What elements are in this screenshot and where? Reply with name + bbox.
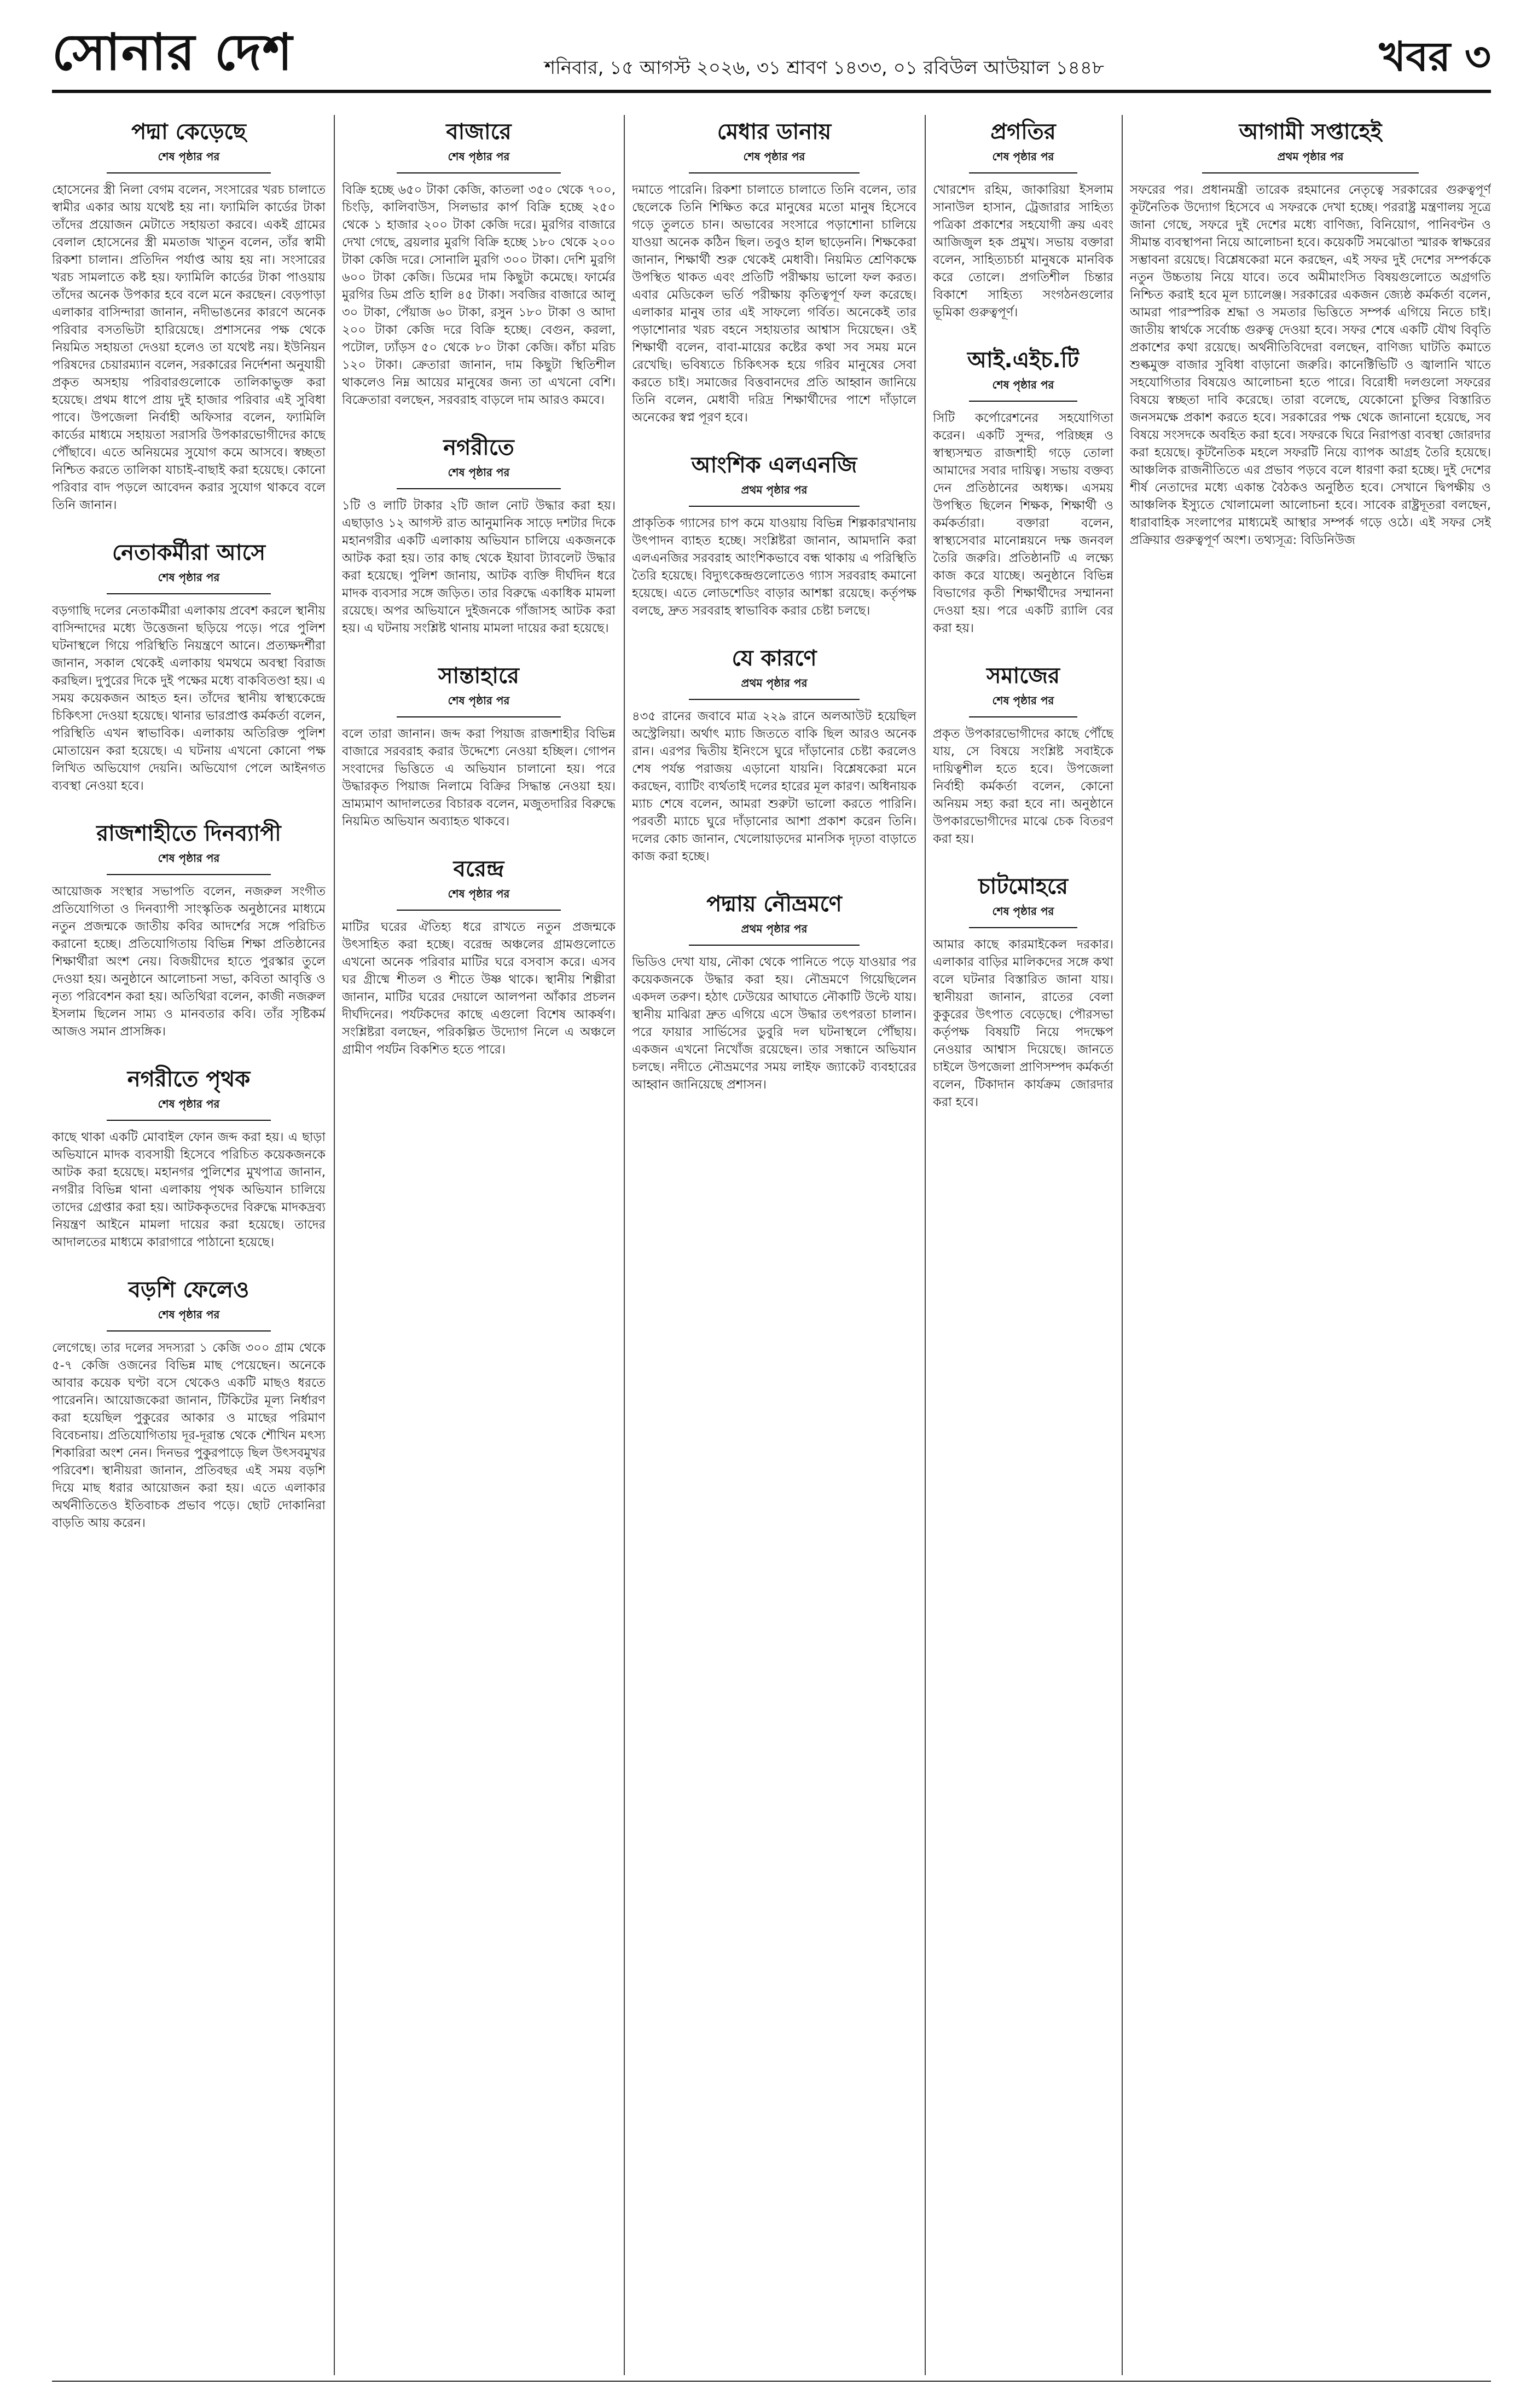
article-body: ভিডিও দেখা যায়, নৌকা থেকে পানিতে পড়ে যাওয়ার পর কয়েকজনকে উদ্ধার করা হয়। নৌভ্রমণে গিয়েছিলেন একদল তরুণ। হঠাৎ ঢেউয়ের আঘাতে নৌকাটি উল্টে যায়। স্থানীয় মাঝিরা দ্রুত এগিয়ে এসে উদ্ধার তৎপরতা চালান। পরে ফায়ার সার্ভিসের ডুবুরি দল ঘটনাস্থলে পৌঁছায়। একজন এখনো নিখোঁজ রয়েছেন। তার সন্ধানে অভিযান চলছে। নদীতে নৌভ্রমণের সময় লাইফ জ্যাকেট ব্যবহারের আহ্বান জানিয়েছে প্রশাসন।	[632, 955, 916, 1092]
article-continuation-label: শেষ পৃষ্ঠার পর	[992, 378, 1054, 391]
article-headline: বরেন্দ্র	[453, 856, 504, 882]
article-headline: মেধার ডানায়	[717, 119, 832, 144]
article-headline: আগামী সপ্তাহেই	[1239, 119, 1382, 144]
article-continuation-label: শেষ পৃষ্ঠার পর	[158, 1097, 220, 1110]
news-article	[52, 538, 326, 795]
news-column-4	[933, 117, 1113, 2372]
column-divider	[925, 115, 926, 2375]
news-column-2	[342, 117, 616, 2372]
article-headline: পদ্মা কেড়েছে	[131, 119, 246, 144]
news-article	[933, 872, 1113, 1111]
article-body: খোরশেদ রহিম, জাকারিয়া ইসলাম সানাউল হাসান, ট্রেজারার সাহিত্য পত্রিকা প্রকাশের সহযোগী ক্রয় এবং আজিজুল হক প্রমুখ। সভায় বক্তারা বলেন, সাহিত্যচর্চা মানুষকে মানবিক করে তোলে। প্রগতিশীল চিন্তার বিকাশে সাহিত্য সংগঠনগুলোর ভূমিকা গুরুত্বপূর্ণ।	[933, 183, 1113, 320]
article-body: বলে তারা জানান। জব্দ করা পিয়াজ রাজশাহীর বিভিন্ন বাজারে সরবরাহ করার উদ্দেশ্যে নেওয়া হচ্ছিল। গোপন সংবাদের ভিত্তিতে এ অভিযান চালানো হয়। পরে উদ্ধারকৃত পিয়াজ নিলামে বিক্রির সিদ্ধান্ত নেওয়া হয়। ভ্রাম্যমাণ আদালতের বিচারক বলেন, মজুতদারির বিরুদ্ধে নিয়মিত অভিযান অব্যাহত থাকবে।	[342, 727, 616, 829]
article-headline: যে কারণে	[732, 646, 817, 671]
article-body: আয়োজক সংস্থার সভাপতি বলেন, নজরুল সংগীত প্রতিযোগিতা ও দিনব্যাপী সাংস্কৃতিক অনুষ্ঠানের মাধ্যমে নতুন প্রজন্মকে জাতীয় কবির আদর্শের সঙ্গে পরিচিত করানো হচ্ছে। প্রতিযোগিতায় বিভিন্ন শিক্ষা প্রতিষ্ঠানের শিক্ষার্থীরা অংশ নেয়। বিজয়ীদের হাতে পুরস্কার তুলে দেওয়া হয়। অনুষ্ঠানে আলোচনা সভা, কবিতা আবৃত্তি ও নৃত্য পরিবেশন করা হয়। অতিথিরা বলেন, কাজী নজরুল ইসলাম ছিলেন সাম্য ও মানবতার কবি। তাঁর সৃষ্টিকর্ম আজও সমান প্রাসঙ্গিক।	[52, 884, 326, 1039]
article-body: হোসেনের স্ত্রী নিলা বেগম বলেন, সংসারের খরচ চালাতে স্বামীর একার আয় যথেষ্ট হয় না। ফ্যামিলি কার্ডের টাকা তাঁদের প্রয়োজন মেটাতে সহায়তা করবে। একই গ্রামের বেলাল হোসেনের স্ত্রী মমতাজ খাতুন বলেন, তাঁর স্বামী রিকশা চালান। প্রতিদিন পর্যাপ্ত আয় হয় না। সংসারের খরচ সামলাতে কষ্ট হয়। ফ্যামিলি কার্ডের টাকা পাওয়ায় তাঁদের অনেক উপকার হবে বলে মনে করছেন। বেড়পাড়া এলাকার বাসিন্দারা জানান, নদীভাঙনের কারণে অনেক পরিবার বসতভিটা হারিয়েছে। প্রশাসনের পক্ষ থেকে নিয়মিত সহায়তা দেওয়া হলেও তা যথেষ্ট নয়। ইউনিয়ন পরিষদের চেয়ারম্যান বলেন, সরকারের নির্দেশনা অনুযায়ী প্রকৃত অসহায় পরিবারগুলোকে তালিকাভুক্ত করা হয়েছে। প্রথম ধাপে প্রায় দুই হাজার পরিবার এই সুবিধা পাবে। উপজেলা নির্বাহী অফিসার বলেন, ফ্যামিলি কার্ডের মাধ্যমে সহায়তা সরাসরি উপকারভোগীদের কাছে পৌঁছাবে। এতে অনিয়মের সুযোগ কমে আসবে। স্বচ্ছতা নিশ্চিত করতে তালিকা যাচাই-বাছাই করা হয়েছে। কোনো পরিবার বাদ পড়লে আবেদন করার সুযোগ থাকবে বলে তিনি জানান।	[52, 183, 326, 512]
news-article	[933, 345, 1113, 637]
article-continuation-label: প্রথম পৃষ্ঠার পর	[741, 676, 808, 690]
headline-underline	[689, 945, 860, 946]
article-continuation-label: প্রথম পৃষ্ঠার পর	[741, 483, 808, 496]
headline-underline	[107, 172, 271, 173]
article-headline: আংশিক এলএনজি	[691, 453, 857, 478]
article-continuation-label: প্রথম পৃষ্ঠার পর	[1277, 150, 1344, 163]
article-body: বিক্রি হচ্ছে ৬৫০ টাকা কেজি, কাতলা ৩৫০ থেকে ৭০০, চিংড়ি, কালিবাউস, সিলভার কার্প বিক্রি হচ্ছে ২৫০ থেকে ১ হাজার ২০০ টাকা কেজি দরে। মুরগির বাজারে দেখা গেছে, ব্রয়লার মুরগি বিক্রি হচ্ছে ১৮০ থেকে ২০০ টাকা কেজি দরে। সোনালি মুরগি ৩০০ টাকা। দেশি মুরগি ৬০০ টাকা কেজি। ডিমের দাম কিছুটা কমেছে। ফার্মের মুরগির ডিম প্রতি হালি ৪৫ টাকা। সবজির বাজারে আলু ৩০ টাকা, পেঁয়াজ ৬০ টাকা, রসুন ১৮০ টাকা ও আদা ২০০ টাকা কেজি দরে বিক্রি হচ্ছে। বেগুন, করলা, পটোল, ঢ্যাঁড়স ৫০ থেকে ৮০ টাকা কেজি। কাঁচা মরিচ ১২০ টাকা। ক্রেতারা জানান, দাম কিছুটা স্থিতিশীল থাকলেও নিম্ন আয়ের মানুষের জন্য তা এখনো বেশি। বিক্রেতারা বলছেন, সরবরাহ বাড়লে দাম আরও কমবে।	[342, 183, 616, 407]
article-headline: আই.এইচ.টি	[967, 348, 1079, 373]
dateline: শনিবার, ১৫ আগস্ট ২০২৬, ৩১ শ্রাবণ ১৪৩৩, ০১ রবিউল আউয়াল ১৪৪৮	[544, 57, 1104, 79]
article-continuation-label: শেষ পৃষ্ঠার পর	[448, 466, 510, 479]
news-article	[342, 433, 616, 637]
article-headline: সমাজের	[986, 663, 1060, 688]
news-column-5	[1130, 117, 1491, 2372]
article-continuation-label: শেষ পৃষ্ঠার পর	[992, 694, 1054, 707]
headline-underline	[107, 1330, 271, 1332]
headline-underline	[969, 716, 1077, 717]
headline-underline	[397, 716, 561, 717]
news-article	[632, 450, 916, 620]
column-divider	[334, 115, 335, 2375]
article-headline: বড়শি ফেলেও	[128, 1277, 249, 1303]
news-article	[933, 117, 1113, 321]
article-continuation-label: শেষ পৃষ্ঠার পর	[158, 1308, 220, 1321]
article-continuation-label: শেষ পৃষ্ঠার পর	[992, 150, 1054, 163]
article-headline: প্রগতির	[990, 119, 1056, 144]
article-headline: নগরীতে	[443, 435, 514, 460]
news-article	[52, 819, 326, 1040]
article-headline: চাটমোহরে	[978, 874, 1068, 899]
article-body: কাছে থাকা একটি মোবাইল ফোন জব্দ করা হয়। এ ছাড়া অভিযানে মাদক ব্যবসায়ী হিসেবে পরিচিত কয়েকজনকে আটক করা হয়েছে। মহানগর পুলিশের মুখপাত্র জানান, নগরীর বিভিন্ন থানা এলাকায় পৃথক অভিযান চালিয়ে তাদের গ্রেপ্তার করা হয়। আটককৃতদের বিরুদ্ধে মাদকদ্রব্য নিয়ন্ত্রণ আইনে মামলা দায়ের করা হয়েছে। তাদের আদালতের মাধ্যমে কারাগারে পাঠানো হয়েছে।	[52, 1130, 326, 1249]
article-continuation-label: শেষ পৃষ্ঠার পর	[743, 150, 805, 163]
masthead	[52, 22, 1491, 86]
article-body: মাটির ঘরের ঐতিহ্য ধরে রাখতে নতুন প্রজন্মকে উৎসাহিত করা হচ্ছে। বরেন্দ্র অঞ্চলের গ্রামগুলোতে এখনো অনেক পরিবার মাটির ঘরে বসবাস করে। এসব ঘর গ্রীষ্মে শীতল ও শীতে উষ্ণ থাকে। স্থানীয় শিল্পীরা জানান, মাটির ঘরের দেয়ালে আলপনা আঁকার প্রচলন দীর্ঘদিনের। পর্যটকদের কাছে এগুলো বিশেষ আকর্ষণ। সংশ্লিষ্টরা বলছেন, পরিকল্পিত উদ্যোগ নিলে এ অঞ্চলে গ্রামীণ পর্যটন বিকশিত হতে পারে।	[342, 920, 616, 1057]
news-article	[632, 117, 916, 426]
headline-underline	[107, 874, 271, 875]
news-article	[342, 661, 616, 830]
newspaper-brand: সোনার দেশ	[52, 22, 294, 82]
article-headline: নেতাকর্মীরা আসে	[112, 540, 266, 565]
headline-underline	[689, 172, 860, 173]
news-article	[52, 117, 326, 514]
article-headline: পদ্মায় নৌভ্রমণে	[706, 892, 842, 917]
masthead-rule	[52, 90, 1491, 93]
news-article	[632, 644, 916, 865]
article-body: লেগেছে। তার দলের সদস্যরা ১ কেজি ৩০০ গ্রাম থেকে ৫-৭ কেজি ওজনের বিভিন্ন মাছ পেয়েছেন। অনেকে আবার কয়েক ঘণ্টা বসে থেকেও একটি মাছও ধরতে পারেননি। আয়োজকেরা জানান, টিকিটের মূল্য নির্ধারণ করা হয়েছিল পুকুরের আকার ও মাছের পরিমাণ বিবেচনায়। প্রতিযোগিতায় দূর-দূরান্ত থেকে শৌখিন মৎস্য শিকারিরা অংশ নেন। দিনভর পুকুরপাড়ে ছিল উৎসবমুখর পরিবেশ। স্থানীয়রা জানান, প্রতিবছর এই সময় বড়শি দিয়ে মাছ ধরার আয়োজন করা হয়। এতে এলাকার অর্থনীতিতেও ইতিবাচক প্রভাব পড়ে। ছোট দোকানিরা বাড়তি আয় করেন।	[52, 1341, 326, 1530]
news-article	[342, 117, 616, 409]
article-body: প্রকৃত উপকারভোগীদের কাছে পৌঁছে যায়, সে বিষয়ে সংশ্লিষ্ট সবাইকে দায়িত্বশীল হতে হবে। উপজেলা নির্বাহী কর্মকর্তা বলেন, কোনো অনিয়ম সহ্য করা হবে না। অনুষ্ঠানে উপকারভোগীদের মাঝে চেক বিতরণ করা হয়।	[933, 727, 1113, 846]
headline-underline	[107, 593, 271, 594]
headline-underline	[969, 927, 1077, 928]
section-tag: খবর ৩	[1379, 33, 1491, 80]
column-divider	[1122, 115, 1123, 2375]
article-continuation-label: শেষ পৃষ্ঠার পর	[448, 150, 510, 163]
footer-rule	[52, 2381, 1491, 2382]
headline-underline	[397, 910, 561, 911]
news-article	[52, 1275, 326, 1532]
headline-underline	[107, 1120, 271, 1121]
article-headline: নগরীতে পৃথক	[127, 1067, 251, 1092]
news-column-1	[52, 117, 326, 2372]
headline-underline	[397, 488, 561, 489]
news-article	[933, 661, 1113, 848]
article-body: ৪৩৫ রানের জবাবে মাত্র ২২৯ রানে অলআউট হয়েছিল অস্ট্রেলিয়া। অর্থাৎ ম্যাচ জিততে বাকি ছিল আরও অনেক রান। এরপর দ্বিতীয় ইনিংসে ঘুরে দাঁড়ানোর চেষ্টা করলেও শেষ পর্যন্ত পরাজয় এড়ানো যায়নি। বিশ্লেষকেরা মনে করছেন, ব্যাটিং ব্যর্থতাই দলের হারের মূল কারণ। অধিনায়ক ম্যাচ শেষে বলেন, আমরা শুরুটা ভালো করতে পারিনি। পরবর্তী ম্যাচে ঘুরে দাঁড়ানোর আশা প্রকাশ করেন তিনি। দলের কোচ জানান, খেলোয়াড়দের মানসিক দৃঢ়তা বাড়াতে কাজ করা হচ্ছে।	[632, 709, 916, 864]
article-headline: রাজশাহীতে দিনব্যাপী	[96, 821, 281, 846]
news-article	[1130, 117, 1491, 549]
news-article	[52, 1064, 326, 1251]
article-continuation-label: প্রথম পৃষ্ঠার পর	[741, 922, 808, 935]
article-body: বড়গাছি দলের নেতাকর্মীরা এলাকায় প্রবেশ করলে স্থানীয় বাসিন্দাদের মধ্যে উত্তেজনা ছড়িয়ে পড়ে। পরে পুলিশ ঘটনাস্থলে গিয়ে পরিস্থিতি নিয়ন্ত্রণে আনে। প্রত্যক্ষদর্শীরা জানান, সকাল থেকেই এলাকায় থমথমে অবস্থা বিরাজ করছিল। দুপুরের দিকে দুই পক্ষের মধ্যে বাকবিতণ্ডা হয়। এ সময় কয়েকজন আহত হন। তাঁদের স্থানীয় স্বাস্থ্যকেন্দ্রে চিকিৎসা দেওয়া হয়েছে। থানার ভারপ্রাপ্ত কর্মকর্তা বলেন, পরিস্থিতি এখন স্বাভাবিক। এলাকায় অতিরিক্ত পুলিশ মোতায়েন করা হয়েছে। এ ঘটনায় এখনো কোনো পক্ষ লিখিত অভিযোগ দেয়নি। অভিযোগ পেলে আইনগত ব্যবস্থা নেওয়া হবে।	[52, 604, 326, 793]
article-continuation-label: শেষ পৃষ্ঠার পর	[992, 905, 1054, 918]
article-headline: সান্তাহারে	[438, 663, 519, 688]
article-continuation-label: শেষ পৃষ্ঠার পর	[158, 150, 220, 163]
headline-underline	[1202, 172, 1419, 173]
news-column-3	[632, 117, 916, 2372]
headline-underline	[689, 699, 860, 700]
article-headline: বাজারে	[446, 119, 512, 144]
headline-underline	[397, 172, 561, 173]
column-divider	[624, 115, 625, 2375]
article-body: প্রাকৃতিক গ্যাসের চাপ কমে যাওয়ায় বিভিন্ন শিল্পকারখানায় উৎপাদন ব্যাহত হচ্ছে। সংশ্লিষ্টরা জানান, আমদানি করা এলএনজির সরবরাহ আংশিকভাবে বন্ধ থাকায় এ পরিস্থিতি তৈরি হয়েছে। বিদ্যুৎকেন্দ্রগুলোতেও গ্যাস সরবরাহ কমানো হয়েছে। এতে লোডশেডিং বাড়ার আশঙ্কা রয়েছে। কর্তৃপক্ষ বলছে, দ্রুত সরবরাহ স্বাভাবিক করার চেষ্টা চলছে।	[632, 516, 916, 618]
article-body: ১টি ও লাটি টাকার ২টি জাল নোট উদ্ধার করা হয়। এছাড়াও ১২ আগস্ট রাত আনুমানিক সাড়ে দশটার দিকে মহানগরীর একটি এলাকায় অভিযান চালিয়ে একজনকে আটক করা হয়। তার কাছ থেকে ইয়াবা ট্যাবলেট উদ্ধার করা হয়েছে। পুলিশ জানায়, আটক ব্যক্তি দীর্ঘদিন ধরে মাদক ব্যবসার সঙ্গে জড়িত। তার বিরুদ্ধে একাধিক মামলা রয়েছে। অপর অভিযানে দুইজনকে গাঁজাসহ আটক করা হয়। এ ঘটনায় সংশ্লিষ্ট থানায় মামলা দায়ের করা হয়েছে।	[342, 499, 616, 635]
article-continuation-label: শেষ পৃষ্ঠার পর	[158, 852, 220, 865]
headline-underline	[689, 506, 860, 507]
article-continuation-label: শেষ পৃষ্ঠার পর	[448, 694, 510, 707]
article-body: দমাতে পারেনি। রিকশা চালাতে চালাতে তিনি বলেন, তার ছেলেকে তিনি শিক্ষিত করে মানুষের মতো মানুষ হিসেবে গড়ে তুলতে চান। অভাবের সংসারে পড়াশোনা চালিয়ে যাওয়া অনেক কঠিন ছিল। তবুও হাল ছাড়েননি। শিক্ষকেরা জানান, শিক্ষার্থী শুরু থেকেই মেধাবী। নিয়মিত শ্রেণিকক্ষে উপস্থিত থাকত এবং প্রতিটি পরীক্ষায় ভালো ফল করত। এবার মেডিকেল ভর্তি পরীক্ষায় কৃতিত্বপূর্ণ ফল করেছে। এলাকার মানুষ তার এই সাফল্যে গর্বিত। অনেকেই তার পড়াশোনার খরচ বহনে সহায়তার আশ্বাস দিয়েছেন। ওই শিক্ষার্থী বলেন, বাবা-মায়ের কষ্টের কথা সব সময় মনে রেখেছি। ভবিষ্যতে চিকিৎসক হয়ে গরিব মানুষের সেবা করতে চাই। সমাজের বিত্তবানদের প্রতি আহ্বান জানিয়ে তিনি বলেন, মেধাবী দরিদ্র শিক্ষার্থীদের পাশে দাঁড়ালে অনেকের স্বপ্ন পূরণ হবে।	[632, 183, 916, 425]
article-body: আমার কাছে কারমাইকেল দরকার। এলাকার বাড়ির মালিকদের সঙ্গে কথা বলে ঘটনার বিস্তারিত জানা যায়। স্থানীয়রা জানান, রাতের বেলা কুকুরের উৎপাত বেড়েছে। পৌরসভা কর্তৃপক্ষ বিষয়টি নিয়ে পদক্ষেপ নেওয়ার আশ্বাস দিয়েছে। জানতে চাইলে উপজেলা প্রাণিসম্পদ কর্মকর্তা বলেন, টিকাদান কার্যক্রম জোরদার করা হবে।	[933, 937, 1113, 1109]
news-article	[632, 889, 916, 1093]
article-body: সফরের পর। প্রধানমন্ত্রী তারেক রহমানের নেতৃত্বে সরকারের গুরুত্বপূর্ণ কূটনৈতিক উদ্যোগ হিসেবে এ সফরকে দেখা হচ্ছে। পররাষ্ট্র মন্ত্রণালয় সূত্রে জানা গেছে, সফরে দুই দেশের মধ্যে বাণিজ্য, বিনিয়োগ, পানিবণ্টন ও সীমান্ত ব্যবস্থাপনা নিয়ে আলোচনা হবে। কয়েকটি সমঝোতা স্মারক স্বাক্ষরের সম্ভাবনা রয়েছে। বিশ্লেষকেরা মনে করছেন, এই সফর দুই দেশের সম্পর্ককে নতুন উচ্চতায় নিয়ে যাবে। তবে অমীমাংসিত বিষয়গুলোতে অগ্রগতি নিশ্চিত করাই হবে মূল চ্যালেঞ্জ। সরকারের একজন জ্যেষ্ঠ কর্মকর্তা বলেন, আমরা পারস্পরিক শ্রদ্ধা ও সমতার ভিত্তিতে সম্পর্ক এগিয়ে নিতে চাই। জাতীয় স্বার্থকে সর্বোচ্চ গুরুত্ব দেওয়া হবে। সফর শেষে একটি যৌথ বিবৃতি প্রকাশের কথা রয়েছে। অর্থনীতিবিদেরা বলছেন, বাণিজ্য ঘাটতি কমাতে শুল্কমুক্ত বাজার সুবিধা বাড়ানো জরুরি। কানেক্টিভিটি ও জ্বালানি খাতে সহযোগিতার বিষয়েও আলোচনা হতে পারে। বিরোধী দলগুলো সফরের বিষয়ে স্বচ্ছতা দাবি করেছে। তারা বলেছে, যেকোনো চুক্তির বিস্তারিত জনসমক্ষে প্রকাশ করতে হবে। সরকারের পক্ষ থেকে জানানো হয়েছে, সব বিষয়ে সংসদকে অবহিত করা হবে। সফরকে ঘিরে নিরাপত্তা ব্যবস্থা জোরদার করা হয়েছে। কূটনৈতিক মহলে সফরটি নিয়ে ব্যাপক আগ্রহ তৈরি হয়েছে। আঞ্চলিক রাজনীতিতে এর প্রভাব পড়বে বলে ধারণা করা হচ্ছে। দুই দেশের শীর্ষ নেতাদের মধ্যে একান্ত বৈঠকও অনুষ্ঠিত হবে। সেখানে দ্বিপক্ষীয় ও আঞ্চলিক ইস্যুতে খোলামেলা আলোচনা হবে। সাবেক রাষ্ট্রদূতরা বলছেন, ধারাবাহিক সংলাপের মাধ্যমেই আস্থার সম্পর্ক গড়ে ওঠে। এই সফর সেই প্রক্রিয়ার গুরুত্বপূর্ণ অংশ। তথ্যসূত্র: বিডিনিউজ	[1130, 183, 1491, 547]
article-continuation-label: শেষ পৃষ্ঠার পর	[448, 887, 510, 900]
headline-underline	[969, 401, 1077, 402]
headline-underline	[969, 172, 1077, 173]
article-body: সিটি কর্পোরেশনের সহযোগিতা করেন। একটি সুন্দর, পরিচ্ছন্ন ও স্বাস্থ্যসম্মত রাজশাহী গড়ে তোলা আমাদের সবার দায়িত্ব। সভায় বক্তব্য দেন প্রতিষ্ঠানের অধ্যক্ষ। এসময় উপস্থিত ছিলেন শিক্ষক, শিক্ষার্থী ও কর্মকর্তারা। বক্তারা বলেন, স্বাস্থ্যসেবার মানোন্নয়নে দক্ষ জনবল তৈরি জরুরি। প্রতিষ্ঠানটি এ লক্ষ্যে কাজ করে যাচ্ছে। অনুষ্ঠানে বিভিন্ন বিভাগের কৃতী শিক্ষার্থীদের সম্মাননা দেওয়া হয়। পরে একটি র‍্যালি বের করা হয়।	[933, 411, 1113, 635]
news-article	[342, 854, 616, 1058]
article-continuation-label: শেষ পৃষ্ঠার পর	[158, 571, 220, 584]
